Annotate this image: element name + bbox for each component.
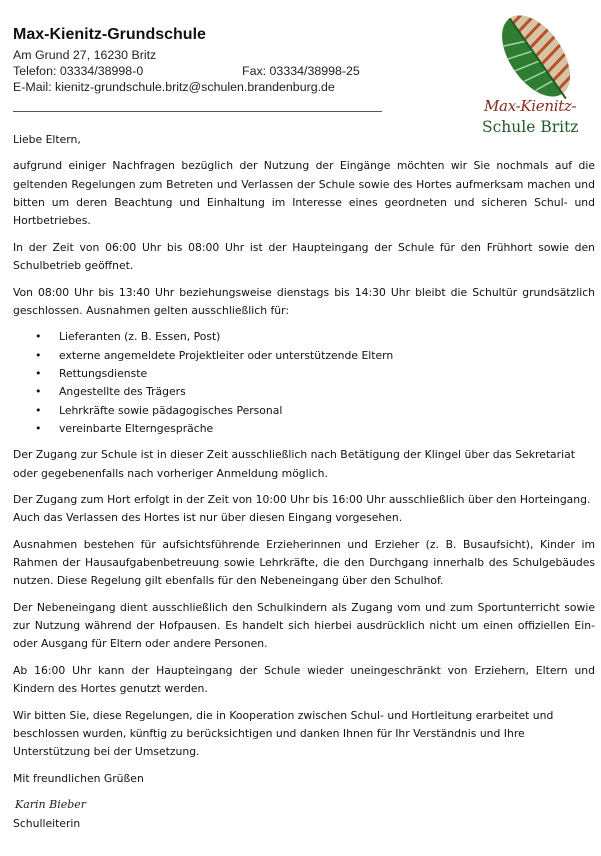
salutation: Liebe Eltern, (13, 133, 81, 146)
list-item: • Lieferanten (z. B. Essen, Post) (59, 328, 595, 346)
list-item: • vereinbarte Elterngespräche (59, 420, 595, 438)
phone: Telefon: 03334/38998-0 (13, 64, 144, 78)
closing: Mit freundlichen Grüßen (13, 771, 144, 785)
signatory-role: Schulleiterin (13, 817, 81, 831)
paragraph-8: Ab 16:00 Uhr kann der Haupteingang der Schule wieder uneingeschränkt von Erziehern, Eltern und Kindern des Hortes genutzt werden. (13, 663, 595, 696)
paragraph-2: In der Zeit von 06:00 Uhr bis 08:00 Uhr ist der Haupteingang der Schule für den Frühhort sowie den Schulbetrieb geöffnet. (13, 240, 595, 273)
logo-text-line1: Max-Kienitz- (484, 97, 577, 115)
address: Am Grund 27, 16230 Britz (13, 48, 157, 62)
paragraph-7: Der Nebeneingang dient ausschließlich den Schulkindern als Zugang vom und zum Sportunterricht sowie zur Nutzung während der Hofpausen. Es handelt sich hierbei ausdrücklich nicht um einen offiziellen Ein- oder Ausgang für Eltern oder andere Personen. (13, 600, 595, 651)
school-name: Max-Kienitz-Grundschule (13, 26, 206, 43)
letter-body (13, 131, 595, 842)
paragraph-9: Wir bitten Sie, diese Regelungen, die in Kooperation zwischen Schul- und Hortleitung erarbeitet und beschlossen wurden, künftig zu berücksichtigen und danken Ihnen für Ihr Verständnis und Ihre Unterstützung bei der Umsetzung. (13, 708, 554, 759)
list-item: • externe angemeldete Projektleiter oder unterstützende Eltern (59, 347, 595, 365)
list-item: • Angestellte des Trägers (59, 383, 595, 401)
email: E-Mail: kienitz-grundschule.britz@schulen.brandenburg.de (13, 80, 335, 94)
contact-row (13, 63, 383, 79)
paragraph-4: Der Zugang zur Schule ist in dieser Zeit ausschließlich nach Betätigung der Klingel über das Sekretariat oder gegebenenfalls nach vorheriger Anmeldung möglich. (13, 448, 575, 480)
paragraph-3: Von 08:00 Uhr bis 13:40 Uhr beziehungsweise dienstags bis 14:30 Uhr bleibt die Schultür grundsätzlich geschlossen. Ausnahmen gelten ausschließlich für: (13, 285, 595, 317)
school-logo (476, 8, 591, 138)
exceptions-list (13, 328, 595, 438)
paragraph-6: Ausnahmen bestehen für aufsichtsführende Erzieherinnen und Erzieher (z. B. Busaufsicht), Kinder im Rahmen der Hausaufgabenbetreuung sowie Lehrkräfte, die den Durchgang innerhalb des Schulgebäudes nutzen. Diese Regelung gilt ebenfalls für den Nebeneingang über den Schulhof. (13, 537, 595, 588)
list-item: • Rettungsdienste (59, 365, 595, 383)
header-divider (13, 111, 382, 112)
paragraph-1: aufgrund einiger Nachfragen bezüglich der Nutzung der Eingänge möchten wir Sie nochmals auf die geltenden Regelungen zum Betreten und Verlassen der Schule sowie des Hortes aufmerksam machen und bitten um deren Beachtung und Einhaltung im Interesse eines geordneten und sicheren Schul- und Hortbetriebes. (13, 159, 595, 228)
letterhead (13, 26, 383, 95)
signature: Karin Bieber (15, 798, 87, 812)
fax: Fax: 03334/38998-25 (242, 64, 360, 78)
list-item: • Lehrkräfte sowie pädagogisches Personal (59, 402, 595, 420)
paragraph-5: Der Zugang zum Hort erfolgt in der Zeit von 10:00 Uhr bis 16:00 Uhr ausschließlich über den Horteingang. Auch das Verlassen des Hortes ist nur über diesen Eingang vorgesehen. (13, 492, 591, 525)
logo-text-line2: Schule Britz (482, 118, 579, 136)
leaf-icon (476, 8, 591, 103)
